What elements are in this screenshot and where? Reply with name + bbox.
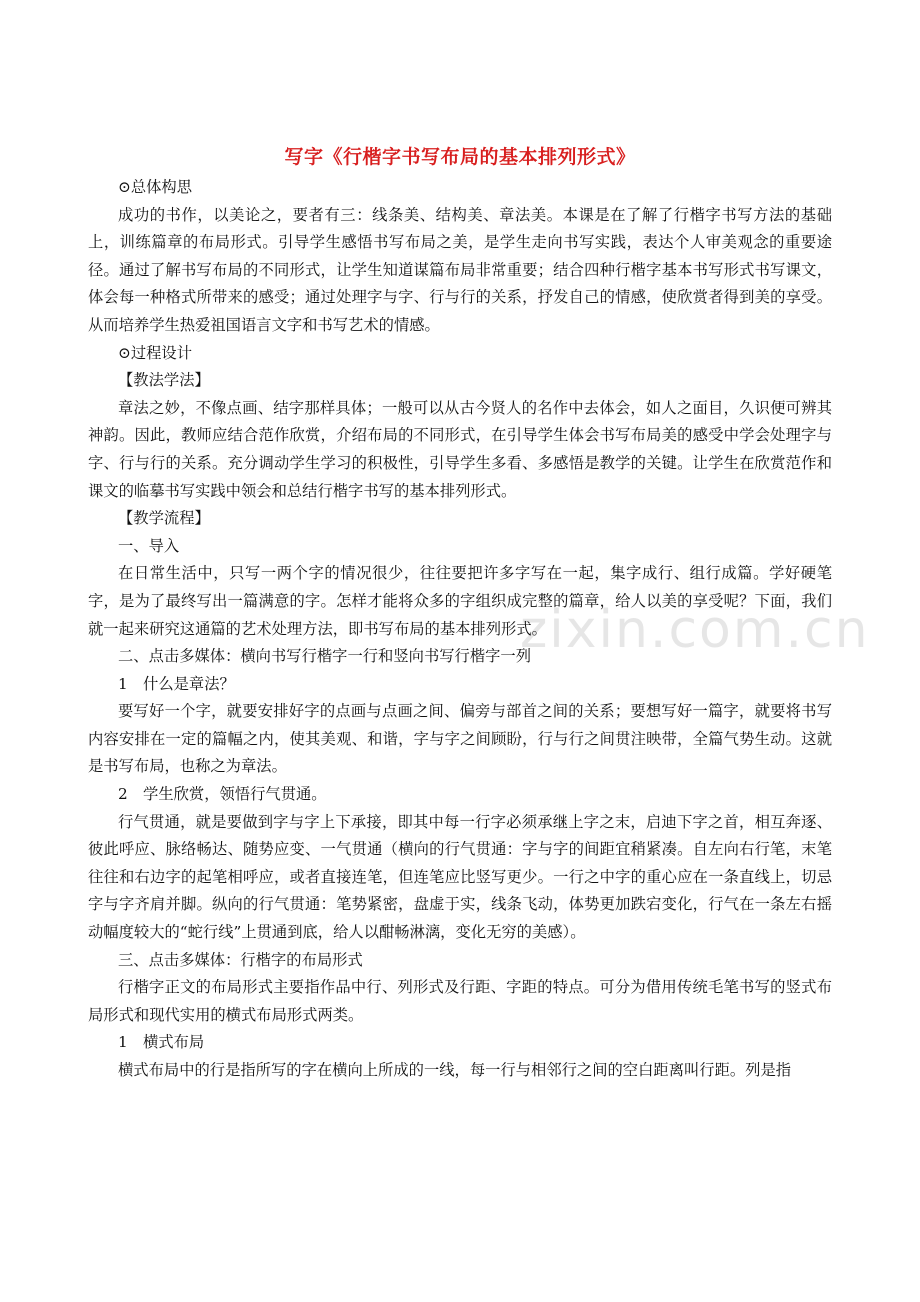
paragraph-intro: 在日常生活中，只写一两个字的情况很少，往往要把许多字写在一起，集字成行、组行成篇。学好硬笔字，是为了最终写出一篇满意的字。怎样才能将众多的字组织成完整的篇章，给人以美的享受呢？下面，我们就一起来研究这通篇的艺术处理方法，即书写布局的基本排列形式。 bbox=[88, 564, 832, 638]
paragraph-methods: 章法之妙，不像点画、结字那样具体；一般可以从古今贤人的名作中去体会，如人之面目，久识便可辨其神韵。因此，教师应结合范作欣赏，介绍布局的不同形式，在引导学生体会书写布局美的感受中学会处理字与字、行与行的关系。充分调动学生学习的积极性，引导学生多看、多感悟是教学的关键。让学生在欣赏范作和课文的临摹书写实践中领会和总结行楷字书写的基本排列形式。 bbox=[88, 398, 832, 500]
paragraph-composition: 要写好一个字，就要安排好字的点画与点画之间、偏旁与部首之间的关系；要想写好一篇字，就要将书写内容安排在一定的篇幅之内，使其美观、和谐，字与字之间顾盼，行与行之间贯注映带，全篇气势生动。这就是书写布局，也称之为章法。 bbox=[88, 702, 832, 776]
step-intro-heading: 一、导入 bbox=[118, 536, 180, 555]
subheading-flow: 【教学流程】 bbox=[118, 509, 210, 528]
horizontal-layout-heading: 1 横式布局 bbox=[118, 1033, 205, 1052]
paragraph-horizontal-layout: 横式布局中的行是指所写的字在横向上所成的一线，每一行与相邻行之间的空白距离叫行距。列是指 bbox=[118, 1061, 792, 1079]
paragraph-layout-forms: 行楷字正文的布局形式主要指作品中行、列形式及行距、字距的特点。可分为借用传统毛笔书写的竖式布局形式和现代实用的横式布局形式两类。 bbox=[88, 978, 832, 1024]
paragraph-overview: 成功的书作，以美论之，要者有三：线条美、结构美、章法美。本课是在了解了行楷字书写方法的基础上，训练篇章的布局形式。引导学生感悟书写布局之美，是学生走向书写实践，表达个人审美观念的重要途径。通过了解书写布局的不同形式，让学生知道谋篇布局非常重要；结合四种行楷字基本书写形式书写课文，体会每一种格式所带来的感受；通过处理字与字、行与行的关系，抒发自己的情感，使欣赏者得到美的享受。从而培养学生热爱祖国语言文字和书写艺术的情感。 bbox=[88, 205, 832, 334]
section-heading-process: ⊙过程设计 bbox=[118, 343, 193, 362]
step-two-heading: 二、点击多媒体：横向书写行楷字一行和竖向书写行楷字一列 bbox=[118, 647, 532, 666]
subheading-methods: 【教法学法】 bbox=[118, 371, 210, 390]
document-body bbox=[88, 174, 832, 1085]
step-three-heading: 三、点击多媒体：行楷字的布局形式 bbox=[118, 950, 363, 969]
section-heading-overview: ⊙总体构思 bbox=[118, 178, 193, 196]
appreciation-heading: 2 学生欣赏，领悟行气贯通。 bbox=[118, 785, 327, 804]
question-heading: 1 什么是章法？ bbox=[118, 674, 235, 693]
watermark: zixin.com.cn bbox=[520, 600, 870, 660]
paragraph-flow: 行气贯通，就是要做到字与字上下承接，即其中每一行字必须承继上字之末，启迪下字之首，相互奔逐、彼此呼应、脉络畅达、随势应变、一气贯通（横向的行气贯通：字与字的间距宜稍紧凑。自左向右行笔，末笔往往和右边字的起笔相呼应，或者直接连笔，但连笔应比竖写更少。一行之中字的重心应在一条直线上，切忌字与字齐肩并脚。纵向的行气贯通：笔势紧密，盘虚于实，线条飞动，体势更加跌宕变化，行气在一条左右摇动幅度较大的“蛇行线”上贯通到底，给人以酣畅淋漓，变化无穷的美感）。 bbox=[88, 812, 832, 942]
document-title: 写字《行楷字书写布局的基本排列形式》 bbox=[284, 146, 636, 168]
